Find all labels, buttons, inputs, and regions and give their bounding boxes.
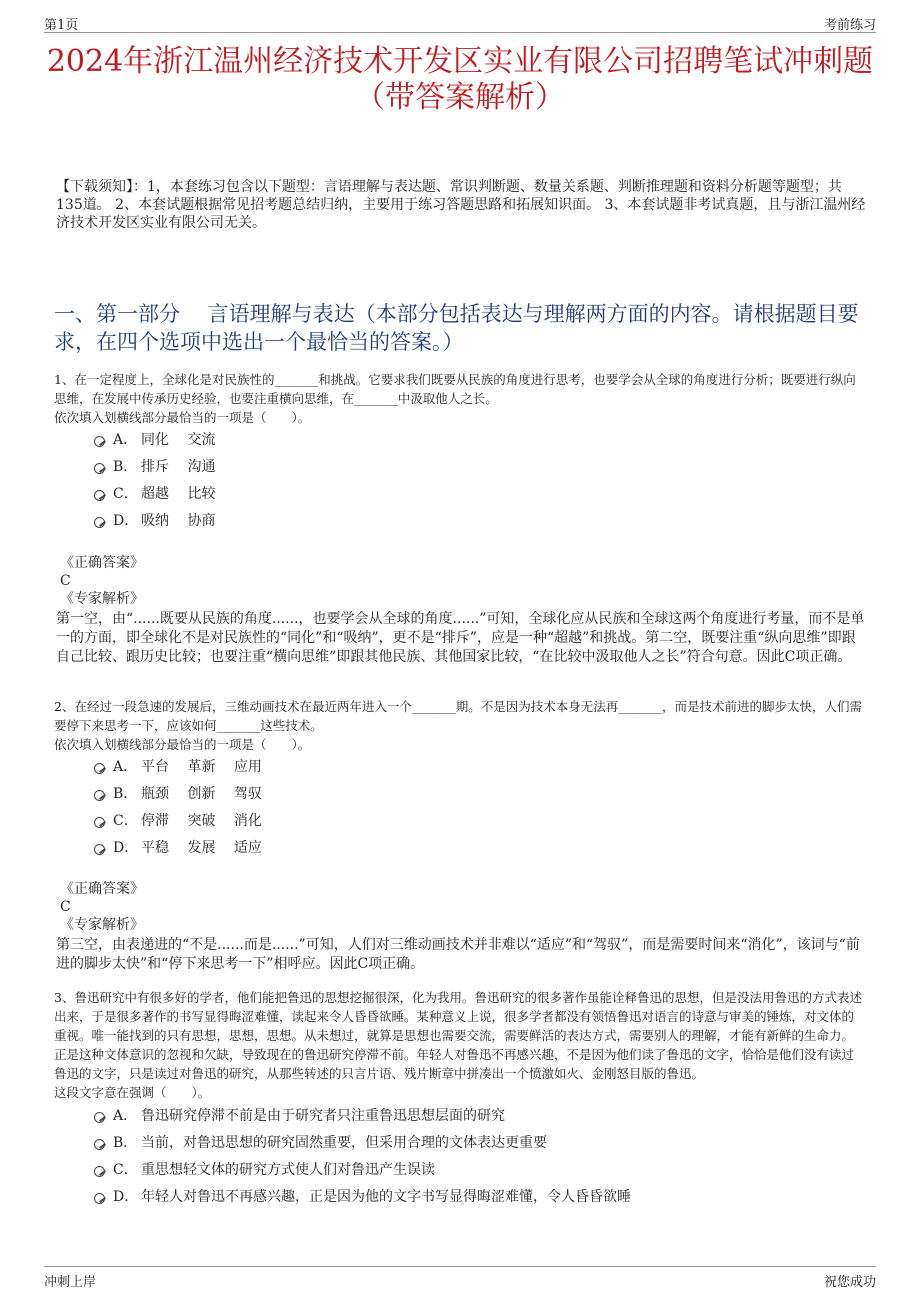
option-text: 重思想轻文体的研究方式使人们对鲁迅产生误读 <box>141 1162 435 1178</box>
footer-right-text: 祝您成功 <box>823 1275 876 1290</box>
option-label: B． <box>113 786 138 802</box>
download-notice: 【下载须知】：1，本套练习包含以下题型：言语理解与表达题、常识判断题、数量关系题、判断推理题和资料分析题等题型；共135道。 2、本套试题根据常见招考题总结归纳，主要用于练习答题思路和拓展知识面。 3、本套试题非考试真题，且与浙江温州经济技术开发区实业有限公司无关。 <box>56 179 866 231</box>
option-text: 年轻人对鲁迅不再感兴趣，正是因为他的文字书写显得晦涩难懂，令人昏昏欲睡 <box>141 1189 631 1205</box>
radio-icon[interactable] <box>94 1112 105 1123</box>
question-2 <box>54 697 866 754</box>
option-1b[interactable] <box>94 457 215 477</box>
question-3 <box>54 988 866 1102</box>
option-label: D． <box>113 513 139 529</box>
option-text: 排斥 沟通 <box>141 459 216 475</box>
radio-icon[interactable] <box>94 817 105 828</box>
question-prompt: 依次填入划横线部分最恰当的一项是（ ）。 <box>54 410 311 425</box>
option-text: 鲁迅研究停滞不前是由于研究者只注重鲁迅思想层面的研究 <box>141 1108 505 1124</box>
option-text: 同化 交流 <box>141 432 216 448</box>
radio-icon[interactable] <box>94 490 105 501</box>
radio-icon[interactable] <box>94 1166 105 1177</box>
option-label: D． <box>113 1189 139 1205</box>
radio-icon[interactable] <box>94 790 105 801</box>
answer-value: C <box>60 899 71 915</box>
header-tag: 考前练习 <box>823 18 876 33</box>
section-heading: 一、第一部分 言语理解与表达（本部分包括表达与理解两方面的内容。请根据题目要求，在四个选项中选出一个最恰当的答案。） <box>54 302 859 354</box>
option-label: C． <box>113 486 138 502</box>
radio-icon[interactable] <box>94 763 105 774</box>
option-1a[interactable] <box>94 430 215 450</box>
question-1 <box>54 370 866 427</box>
option-3b[interactable] <box>94 1133 547 1153</box>
option-3a[interactable] <box>94 1106 505 1126</box>
analysis-label: 《专家解析》 <box>60 591 144 607</box>
page-header <box>44 10 876 33</box>
title-line-2: （带答案解析） <box>355 80 565 115</box>
option-3d[interactable] <box>94 1187 631 1207</box>
option-text: 平稳 发展 适应 <box>141 840 262 856</box>
option-label: B． <box>113 1135 138 1151</box>
option-label: A． <box>113 759 138 775</box>
question-stem: 3、鲁迅研究中有很多好的学者，他们能把鲁迅的思想挖掘很深，化为我用。鲁迅研究的很多著作虽能诠释鲁迅的思想，但是没法用鲁迅的方式表述出来，于是很多著作的书写显得晦涩难懂，读起来令人昏昏欲睡。某种意义上说，很多学者都没有领悟鲁迅对语言的诗意与审美的锤炼，对文体的重视。唯一能找到的只有思想，思想，思想。从未想过，就算是思想也需要交流，需要鲜活的表达方式，需要别人的理解，才能有新鲜的生命力。正是这种文体意识的忽视和欠缺，导致现在的鲁迅研究停滞不前。年轻人对鲁迅不再感兴趣，不是因为他们读了鲁迅的文字，恰恰是他们没有读过鲁迅的文字，只是读过对鲁迅的研究，从那些转述的只言片语、残片断章中拼凑出一个愤激如火、金刚怒目版的鲁迅。 <box>54 990 862 1081</box>
option-2d[interactable] <box>94 838 262 858</box>
radio-icon[interactable] <box>94 436 105 447</box>
option-text: 停滞 突破 消化 <box>141 813 262 829</box>
option-label: C． <box>113 813 138 829</box>
radio-icon[interactable] <box>94 1139 105 1150</box>
question-stem: 2、在经过一段急速的发展后，三维动画技术在最近两年进入一个_______期。不是因为技术本身无法再_______，而是技术前进的脚步太快，人们需要停下来思考一下，应该如何_______这些技术。 <box>54 699 862 733</box>
option-label: A． <box>113 1108 138 1124</box>
option-text: 吸纳 协商 <box>141 513 216 529</box>
option-1d[interactable] <box>94 511 215 531</box>
option-1c[interactable] <box>94 484 215 504</box>
option-2a[interactable] <box>94 757 262 777</box>
option-label: D． <box>113 840 139 856</box>
option-label: A． <box>113 432 138 448</box>
option-2c[interactable] <box>94 811 262 831</box>
page-number: 第1页 <box>44 18 79 33</box>
footer-left-text: 冲刺上岸 <box>44 1275 97 1290</box>
title-line-1: 2024年浙江温州经济技术开发区实业有限公司招聘笔试冲刺题 <box>46 44 874 79</box>
analysis-label: 《专家解析》 <box>60 917 144 933</box>
option-label: C． <box>113 1162 138 1178</box>
option-text: 超越 比较 <box>141 486 216 502</box>
answer-block-2 <box>60 880 144 934</box>
option-text: 平台 革新 应用 <box>141 759 262 775</box>
question-prompt: 依次填入划横线部分最恰当的一项是（ ）。 <box>54 737 311 752</box>
analysis-text-2: 第三空，由表递进的“不是......而是......”可知，人们对三维动画技术并非难以“适应”和“驾驭”，而是需要时间来“消化”，该词与“前进的脚步太快”和“停下来思考一下”相呼应。因此C项正确。 <box>56 937 860 972</box>
radio-icon[interactable] <box>94 1193 105 1204</box>
document-title <box>40 44 880 116</box>
radio-icon[interactable] <box>94 517 105 528</box>
option-2b[interactable] <box>94 784 262 804</box>
option-text: 当前，对鲁迅思想的研究固然重要，但采用合理的文体表达更重要 <box>141 1135 547 1151</box>
option-label: B． <box>113 459 138 475</box>
question-prompt: 这段文字意在强调（ ）。 <box>54 1085 211 1100</box>
option-3c[interactable] <box>94 1160 435 1180</box>
answer-value: C <box>60 573 71 589</box>
answer-block-1 <box>60 554 144 608</box>
question-stem: 1、在一定程度上，全球化是对民族性的_______和挑战。它要求我们既要从民族的角度进行思考，也要学会从全球的角度进行分析；既要进行纵向思维，在发展中传承历史经验，也要注重横向思维，在_______中汲取他人之长。 <box>54 372 856 406</box>
radio-icon[interactable] <box>94 463 105 474</box>
answer-label: 《正确答案》 <box>60 555 144 571</box>
page-footer <box>44 1266 876 1289</box>
analysis-text-1: 第一空，由“......既要从民族的角度......，也要学会从全球的角度......”可知，全球化应从民族和全球这两个角度进行考量，而不是单一的方面，即全球化不是对民族性的“同化”和“吸纳”，更不是“排斥”，应是一种“超越”和挑战。第二空，既要注重“纵向思维”即跟自己比较、跟历史比较；也要注重“横向思维”即跟其他民族、其他国家比较，“在比较中汲取他人之长”符合句意。因此C项正确。 <box>56 611 865 665</box>
option-text: 瓶颈 创新 驾驭 <box>141 786 262 802</box>
radio-icon[interactable] <box>94 844 105 855</box>
answer-label: 《正确答案》 <box>60 881 144 897</box>
